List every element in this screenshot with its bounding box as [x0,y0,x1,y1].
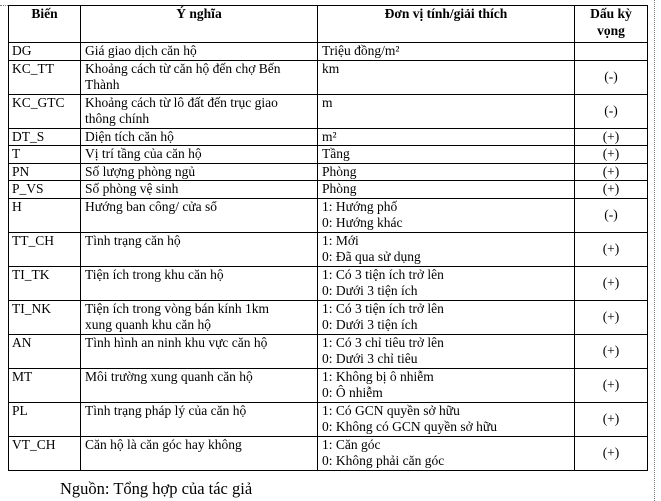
table-header-row [9,6,648,43]
page-margin-line [654,0,655,501]
expected-sign-cell: (-) [575,60,648,94]
unit-line: 0: Đã qua sử dụng [322,249,421,264]
unit-cell [318,402,575,436]
unit-cell [318,128,575,146]
meaning-line: Hướng ban công/ cửa sổ [85,198,217,214]
unit-line: 0: Không phải căn góc [322,453,445,468]
meaning-line: Tình trạng pháp lý của căn hộ [85,402,247,418]
variable-cell: KC_TT [9,60,81,94]
table-row [9,163,648,181]
table-row [9,402,648,436]
variable-cell: TI_TK [9,266,81,300]
unit-cell [318,300,575,334]
expected-sign-cell: (+) [575,300,648,334]
expected-sign-cell: (+) [575,402,648,436]
meaning-cell [81,163,318,181]
header-meaning: Ý nghĩa [81,6,318,43]
expected-sign-cell: (+) [575,181,648,199]
meaning-cell [81,94,318,128]
unit-line: m [322,94,333,110]
expected-sign-cell [575,43,648,61]
meaning-cell [81,198,318,232]
meaning-line: Tiện ích trong khu căn hộ [85,266,224,282]
meaning-cell [81,60,318,94]
meaning-cell [81,436,318,470]
meaning-cell [81,334,318,368]
table-row [9,436,648,470]
expected-sign-cell: (+) [575,232,648,266]
unit-cell [318,94,575,128]
meaning-line: Khoảng cách từ căn hộ đến chợ Bến [85,60,281,76]
meaning-line: Căn hộ là căn góc hay không [85,436,242,452]
meaning-line: Tiện ích trong vòng bán kính 1km [85,300,269,316]
variable-cell: KC_GTC [9,94,81,128]
unit-cell [318,146,575,164]
unit-line: Triệu đồng/m² [322,43,400,58]
header-expected-sign: Dấu kỳ vọng [575,6,648,43]
unit-cell [318,198,575,232]
unit-cell [318,43,575,61]
table-row [9,266,648,300]
meaning-cell [81,300,318,334]
table-row [9,300,648,334]
expected-sign-cell: (+) [575,368,648,402]
unit-cell [318,232,575,266]
variable-cell: MT [9,368,81,402]
variable-cell: DT_S [9,128,81,146]
expected-sign-cell: (+) [575,146,648,164]
unit-line: 0: Dưới 3 tiện ích [322,283,418,298]
table-row [9,232,648,266]
unit-cell [318,163,575,181]
expected-sign-cell: (+) [575,163,648,181]
unit-line: km [322,60,340,76]
unit-line: 0: Dưới 3 chỉ tiêu [322,351,418,366]
variable-cell: AN [9,334,81,368]
unit-cell [318,436,575,470]
header-unit: Đơn vị tính/giải thích [318,6,575,43]
expected-sign-cell: (+) [575,128,648,146]
unit-line: 1: Hướng phố [322,198,398,214]
meaning-cell [81,266,318,300]
unit-cell [318,60,575,94]
meaning-line: Số lượng phòng ngủ [85,163,196,179]
source-note: Nguồn: Tổng hợp của tác giả [60,479,253,498]
variable-cell: H [9,198,81,232]
unit-line: Phòng [322,181,357,196]
header-variable: Biến [9,6,81,43]
table-row [9,368,648,402]
expected-sign-cell: (+) [575,436,648,470]
meaning-line: Môi trường xung quanh căn hộ [85,368,253,384]
unit-line: 1: Mới [322,232,359,248]
unit-line: 1: Có GCN quyền sở hữu [322,402,460,418]
unit-cell [318,368,575,402]
unit-line: m² [322,128,337,144]
unit-line: 1: Có 3 tiện ích trở lên [322,266,444,282]
unit-line: Phòng [322,163,357,179]
meaning-cell [81,232,318,266]
table-body [9,43,648,471]
meaning-cell [81,402,318,436]
meaning-line: xung quanh khu căn hộ [85,317,211,332]
table-row [9,198,648,232]
meaning-line: thông chính [85,111,150,126]
meaning-line: Thành [85,77,120,92]
unit-line: Tầng [322,146,350,161]
page-margin-mark [0,5,8,6]
unit-line: 1: Căn góc [322,436,381,452]
meaning-line: Tình hình an ninh khu vực căn hộ [85,334,268,350]
variable-cell: PL [9,402,81,436]
meaning-line: Diện tích căn hộ [85,128,174,144]
unit-cell [318,266,575,300]
unit-line: 1: Không bị ô nhiễm [322,368,434,384]
table-row [9,146,648,164]
meaning-line: Khoảng cách từ lô đất đến trục giao [85,94,278,110]
unit-line: 0: Ô nhiễm [322,385,383,400]
table-row [9,94,648,128]
meaning-line: Tình trạng căn hộ [85,232,181,248]
meaning-cell [81,368,318,402]
variable-cell: PN [9,163,81,181]
expected-sign-cell: (+) [575,334,648,368]
table-row [9,128,648,146]
meaning-line: Vị trí tầng của căn hộ [85,146,202,161]
meaning-line: Giá giao dịch căn hộ [85,43,197,58]
expected-sign-cell: (-) [575,198,648,232]
expected-sign-cell: (+) [575,266,648,300]
unit-line: 0: Không có GCN quyền sở hữu [322,419,497,434]
variable-cell: P_VS [9,181,81,199]
unit-line: 0: Dưới 3 tiện ích [322,317,418,332]
unit-line: 1: Có 3 chỉ tiêu trở lên [322,334,444,350]
unit-line: 0: Hướng khác [322,215,403,230]
meaning-cell [81,43,318,61]
table-row [9,60,648,94]
meaning-cell [81,181,318,199]
table-row [9,334,648,368]
table-row [9,43,648,61]
unit-cell [318,181,575,199]
unit-cell [318,334,575,368]
table-row [9,181,648,199]
variable-cell: T [9,146,81,164]
variable-cell: TT_CH [9,232,81,266]
variable-cell: VT_CH [9,436,81,470]
meaning-line: Số phòng vệ sinh [85,181,179,196]
variables-table [8,5,648,471]
variable-cell: TI_NK [9,300,81,334]
expected-sign-cell: (-) [575,94,648,128]
variable-cell: DG [9,43,81,61]
unit-line: 1: Có 3 tiện ích trở lên [322,300,444,316]
meaning-cell [81,146,318,164]
meaning-cell [81,128,318,146]
